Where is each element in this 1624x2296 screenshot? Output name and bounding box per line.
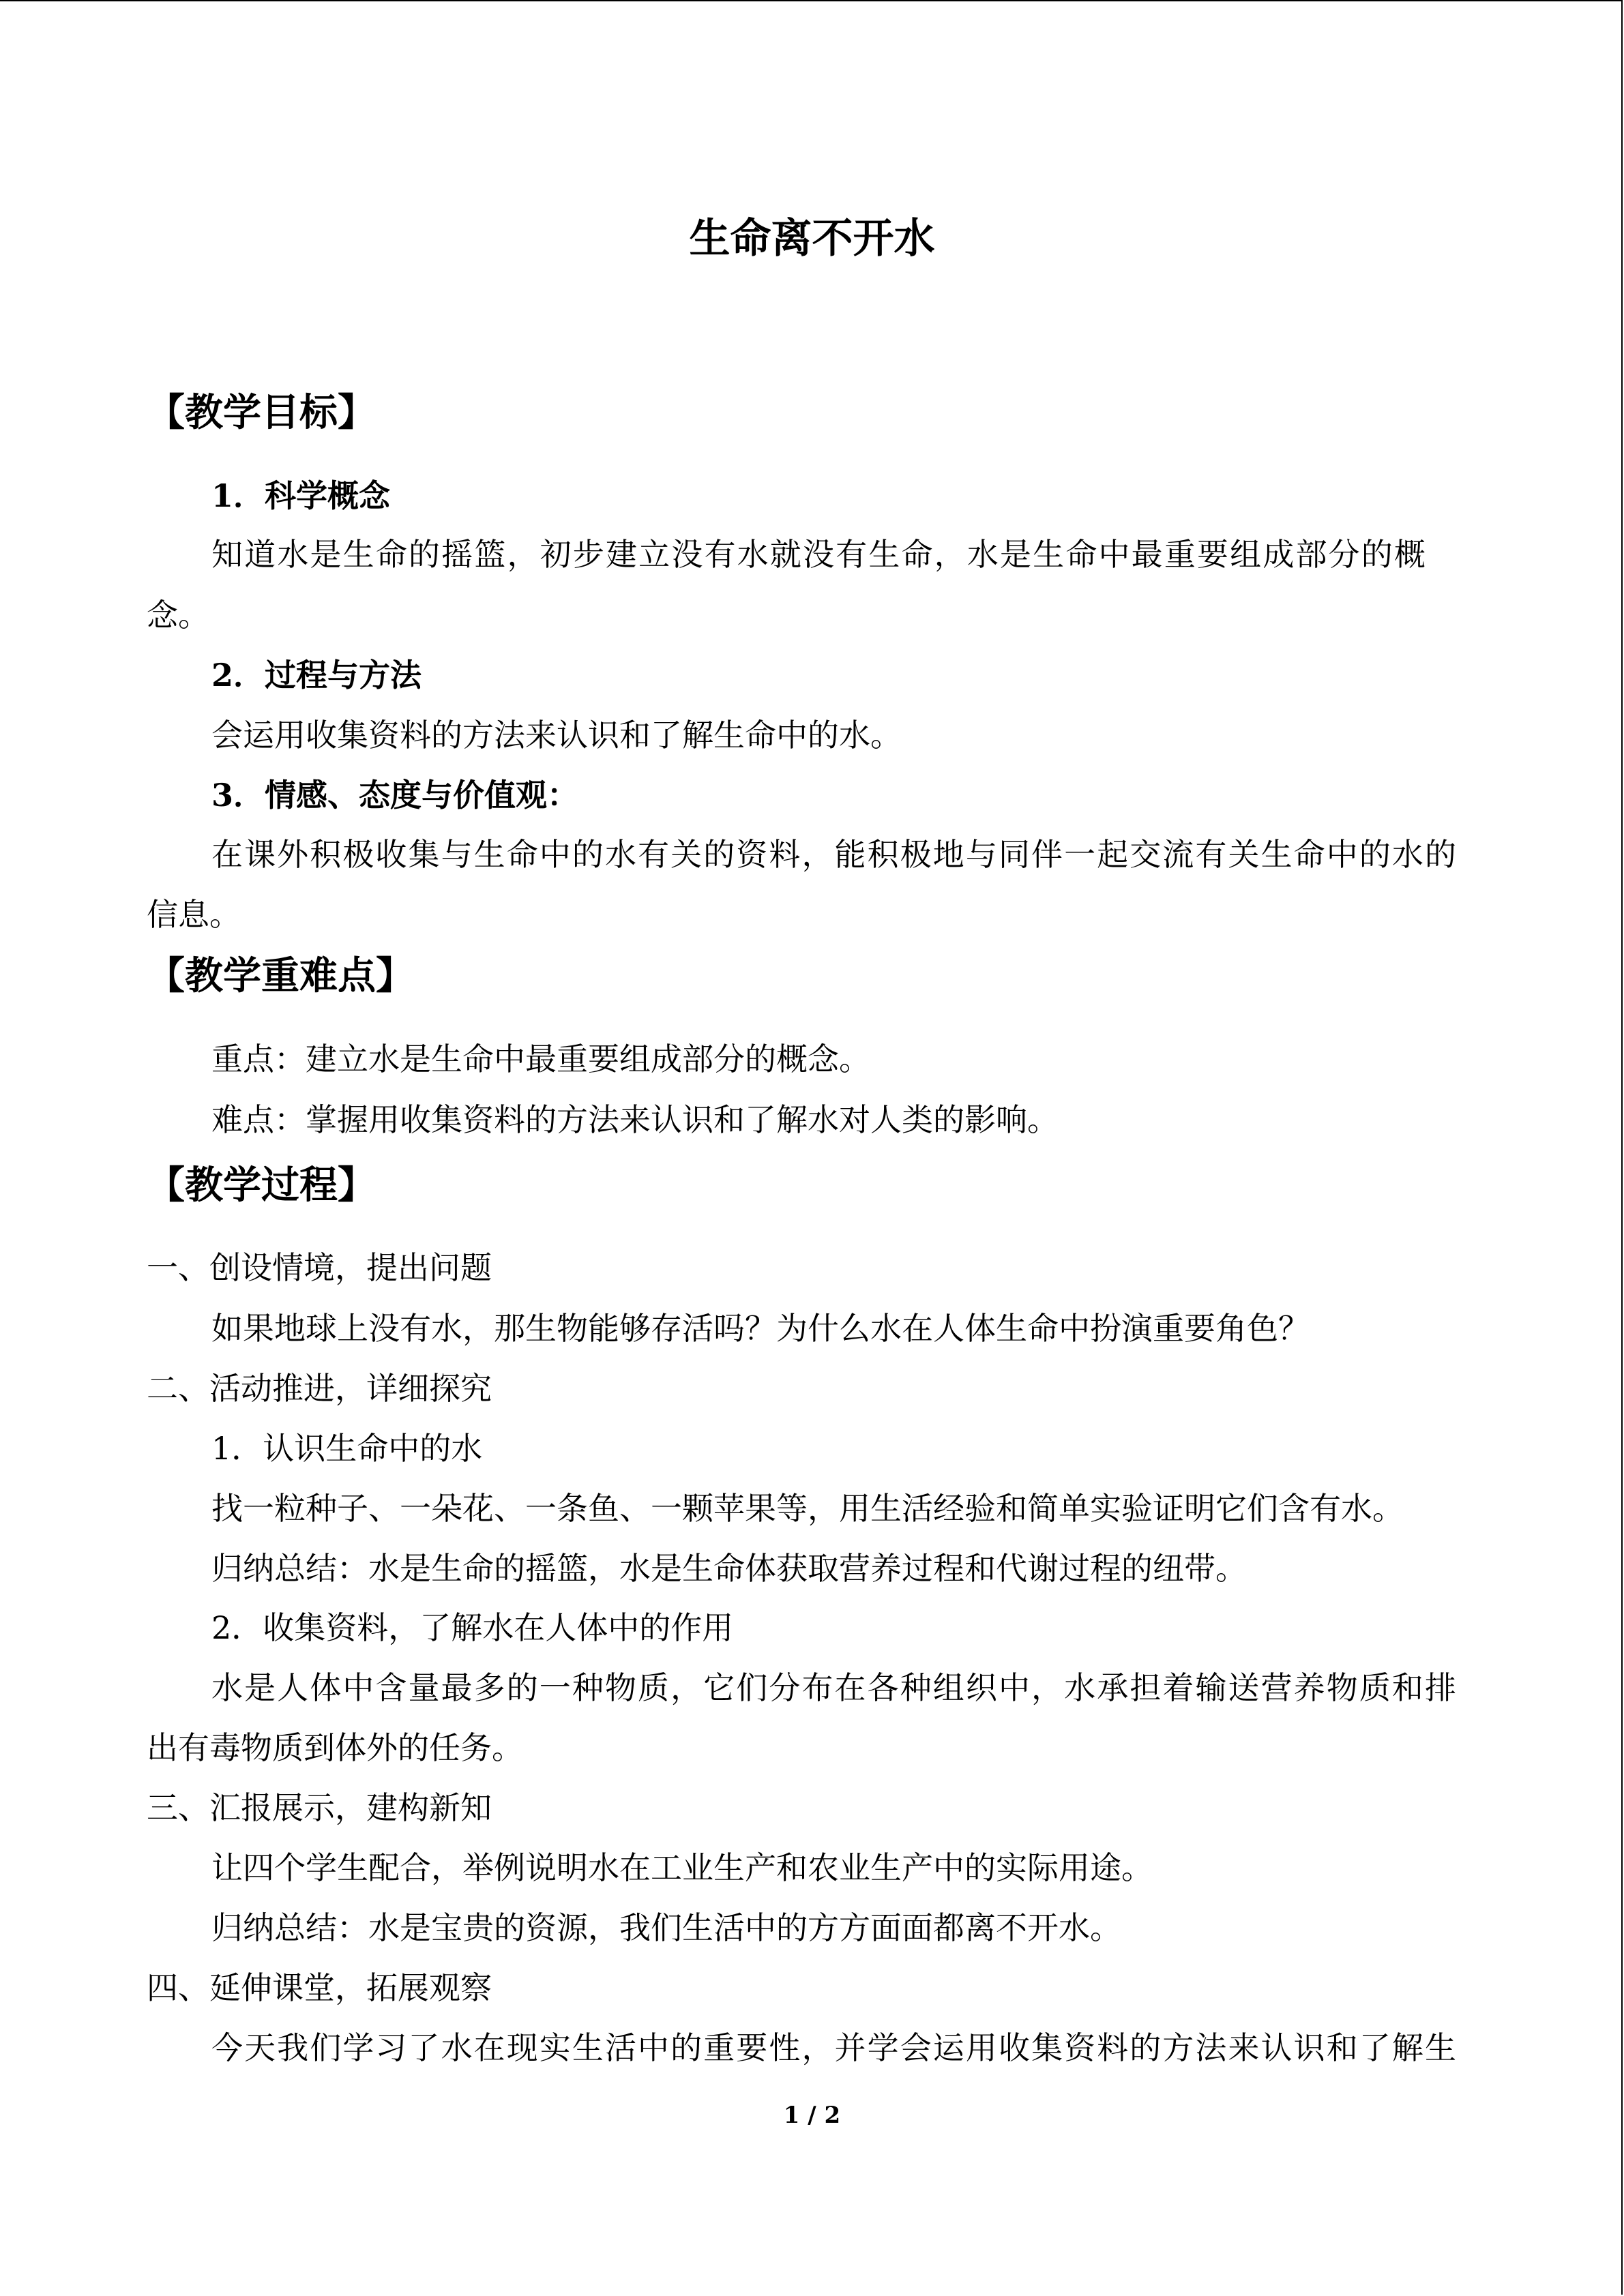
section-heading-objectives: 【教学目标】 <box>147 390 376 435</box>
objective-1-text-line1: 知道水是生命的摇篮，初步建立没有水就没有生命，水是生命中最重要组成部分的概 <box>211 536 1426 573</box>
key-point-difficulty: 难点：掌握用收集资料的方法来认识和了解水对人类的影响。 <box>211 1101 1059 1138</box>
document-title: 生命离不开水 <box>689 215 935 263</box>
objective-1-text-line2: 念。 <box>147 597 209 633</box>
process-step-2-sub-1: 1．认识生命中的水 <box>211 1430 483 1467</box>
objective-3-title: 3．情感、态度与价值观： <box>211 777 579 814</box>
process-step-3-summary: 归纳总结：水是宝贵的资源，我们生活中的方方面面都离不开水。 <box>211 1909 1121 1946</box>
process-step-1-title: 一、创设情境，提出问题 <box>147 1249 492 1286</box>
objective-2-text: 会运用收集资料的方法来认识和了解生命中的水。 <box>211 717 902 754</box>
process-step-3-title: 三、汇报展示，建构新知 <box>147 1789 492 1826</box>
section-heading-process: 【教学过程】 <box>147 1163 376 1208</box>
key-point-focus: 重点：建立水是生命中最重要组成部分的概念。 <box>211 1041 870 1077</box>
process-step-1-text: 如果地球上没有水，那生物能够存活吗？为什么水在人体生命中扮演重要角色？ <box>211 1310 1310 1347</box>
process-step-2-sub-2-text-line1: 水是人体中含量最多的一种物质，它们分布在各种组织中，水承担着输送营养物质和排 <box>211 1669 1456 1706</box>
process-step-2-sub-1-summary: 归纳总结：水是生命的摇篮，水是生命体获取营养过程和代谢过程的纽带。 <box>211 1550 1247 1587</box>
process-step-2-sub-2: 2．收集资料，了解水在人体中的作用 <box>211 1609 734 1646</box>
process-step-4-text-line1: 今天我们学习了水在现实生活中的重要性，并学会运用收集资料的方法来认识和了解生 <box>211 2029 1456 2066</box>
process-step-3-text: 让四个学生配合，举例说明水在工业生产和农业生产中的实际用途。 <box>211 1849 1153 1886</box>
objective-3-text-line1: 在课外积极收集与生命中的水有关的资料，能积极地与同伴一起交流有关生命中的水的 <box>211 836 1456 873</box>
objective-1-title: 1．科学概念 <box>211 477 391 514</box>
objective-3-text-line2: 信息。 <box>147 896 241 933</box>
process-step-2-sub-1-text: 找一粒种子、一朵花、一条鱼、一颗苹果等，用生活经验和简单实验证明它们含有水。 <box>211 1490 1404 1527</box>
process-step-2-title: 二、活动推进，详细探究 <box>147 1370 492 1407</box>
page-number: 1 / 2 <box>783 2102 841 2129</box>
process-step-2-sub-2-text-line2: 出有毒物质到体外的任务。 <box>147 1729 523 1766</box>
process-step-4-title: 四、延伸课堂，拓展观察 <box>147 1969 492 2006</box>
section-heading-key-points: 【教学重难点】 <box>147 953 414 998</box>
objective-2-title: 2．过程与方法 <box>211 657 422 694</box>
